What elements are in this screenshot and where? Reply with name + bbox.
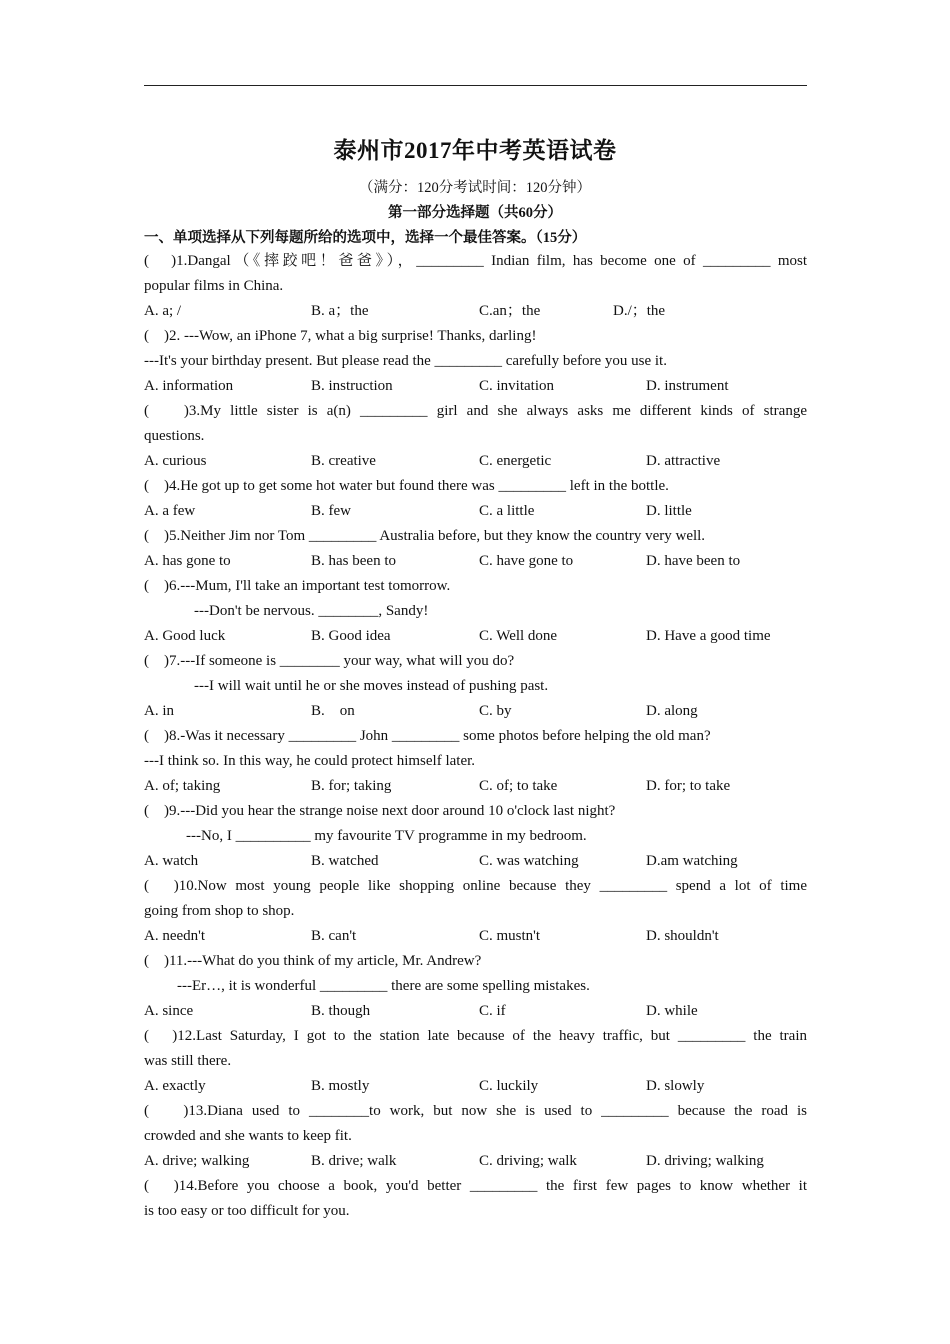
answer-option[interactable]: D. driving; walking [646, 1153, 764, 1169]
answer-option[interactable]: B. a；the [311, 303, 369, 319]
question-stem: ( )14.Before you choose a book, you'd better _________ the first few pages to know whether it [144, 1178, 807, 1194]
answer-options [144, 999, 807, 1024]
answer-option[interactable]: A. curious [144, 453, 207, 469]
page-title: 泰州市2017年中考英语试卷 [333, 138, 617, 163]
answer-option[interactable]: A. in [144, 703, 174, 719]
answer-option[interactable]: C. if [479, 1003, 506, 1019]
answer-option[interactable]: C. a little [479, 503, 535, 519]
question-line: ---No, I __________ my favourite TV programme in my bedroom. [186, 828, 587, 844]
answer-option[interactable]: A. watch [144, 853, 199, 869]
answer-option[interactable]: D.am watching [646, 853, 738, 869]
answer-option[interactable]: A. exactly [144, 1078, 206, 1094]
answer-option[interactable]: D. have been to [646, 553, 741, 569]
question-line: going from shop to shop. [144, 903, 295, 919]
answer-option[interactable]: D. along [646, 703, 698, 719]
answer-option[interactable]: B. for; taking [311, 778, 392, 794]
question-line: questions. [144, 428, 205, 444]
question-stem: ( )8.-Was it necessary _________ John _________ some photos before helping the old man? [144, 728, 711, 744]
answer-options [144, 549, 807, 574]
answer-option[interactable]: C. driving; walk [479, 1153, 577, 1169]
answer-options [144, 499, 807, 524]
answer-option[interactable]: C. have gone to [479, 553, 574, 569]
question-line: is too easy or too difficult for you. [144, 1203, 350, 1219]
answer-option[interactable]: A. a few [144, 503, 196, 519]
answer-options [144, 1149, 807, 1174]
answer-option[interactable]: B. Good idea [311, 628, 391, 644]
question-stem: ( )4.He got up to get some hot water but found there was _________ left in the bottle. [144, 478, 669, 494]
answer-options [144, 374, 807, 399]
answer-option[interactable]: D. Have a good time [646, 628, 771, 644]
answer-options [144, 299, 807, 324]
header-rule [144, 85, 807, 86]
question-line: crowded and she wants to keep fit. [144, 1128, 352, 1144]
exam-info: （满分：120分考试时间：120分钟） [359, 180, 591, 196]
answer-options [144, 1074, 807, 1099]
answer-options [144, 924, 807, 949]
question-stem: ( )11.---What do you think of my article, Mr. Andrew? [144, 953, 482, 969]
question-stem: ( )1.Dangal（《摔跤吧！爸爸》），_________ Indian film, has become one of _________ most [144, 253, 807, 269]
question-stem: ( )2. ---Wow, an iPhone 7, what a big surprise! Thanks, darling! [144, 328, 537, 344]
question-line: popular films in China. [144, 278, 284, 294]
question-stem: ( )7.---If someone is ________ your way, what will you do? [144, 653, 515, 669]
question-stem: ( )9.---Did you hear the strange noise next door around 10 o'clock last night? [144, 803, 616, 819]
answer-option[interactable]: C. mustn't [479, 928, 541, 944]
answer-options [144, 774, 807, 799]
question-stem: ( )6.---Mum, I'll take an important test tomorrow. [144, 578, 451, 594]
question-line: ---I think so. In this way, he could protect himself later. [144, 753, 476, 769]
answer-option[interactable]: B. instruction [311, 378, 393, 394]
answer-option[interactable]: A. needn't [144, 928, 206, 944]
question-line: ---Er…, it is wonderful _________ there are some spelling mistakes. [177, 978, 590, 994]
question-line: was still there. [144, 1053, 232, 1069]
answer-option[interactable]: C. was watching [479, 853, 579, 869]
question-stem: ( )10.Now most young people like shopping online because they _________ spend a lot of time [144, 878, 807, 894]
answer-option[interactable]: B. has been to [311, 553, 396, 569]
answer-options [144, 624, 807, 649]
answer-option[interactable]: C. invitation [479, 378, 554, 394]
answer-option[interactable]: C.an；the [479, 303, 541, 319]
answer-option[interactable]: A. of; taking [144, 778, 221, 794]
section-heading: 一、单项选择从下列每题所给的选项中，选择一个最佳答案。（15分） [144, 230, 587, 246]
answer-option[interactable]: B. though [311, 1003, 371, 1019]
answer-option[interactable]: B. mostly [311, 1078, 370, 1094]
answer-option[interactable]: A. information [144, 378, 234, 394]
question-line: ---I will wait until he or she moves instead of pushing past. [194, 678, 549, 694]
question-line: ---It's your birthday present. But please read the _________ carefully before you use it. [144, 353, 667, 369]
question-line: ---Don't be nervous. ________, Sandy! [194, 603, 429, 619]
answer-option[interactable]: B. watched [311, 853, 379, 869]
answer-option[interactable]: B. can't [311, 928, 357, 944]
answer-option[interactable]: D. little [646, 503, 692, 519]
answer-options [144, 699, 807, 724]
answer-option[interactable]: C. Well done [479, 628, 558, 644]
answer-option[interactable]: A. has gone to [144, 553, 231, 569]
question-stem: ( )5.Neither Jim nor Tom _________ Australia before, but they know the country very well. [144, 528, 706, 544]
answer-option[interactable]: A. drive; walking [144, 1153, 250, 1169]
answer-option[interactable]: D. attractive [646, 453, 721, 469]
answer-option[interactable]: D. slowly [646, 1078, 705, 1094]
question-stem: ( )13.Diana used to ________to work, but now she is used to _________ because the road is [144, 1103, 807, 1119]
answer-option[interactable]: C. of; to take [479, 778, 558, 794]
answer-option[interactable]: A. since [144, 1003, 194, 1019]
part-heading: 第一部分选择题（共60分） [388, 205, 562, 221]
answer-option[interactable]: A. Good luck [144, 628, 226, 644]
answer-option[interactable]: D. instrument [646, 378, 729, 394]
answer-option[interactable]: B. few [311, 503, 351, 519]
question-stem: ( )3.My little sister is a(n) _________ girl and she always asks me different kinds of strange [144, 403, 807, 419]
answer-option[interactable]: C. energetic [479, 453, 552, 469]
answer-option[interactable]: C. luckily [479, 1078, 539, 1094]
answer-option[interactable]: D. for; to take [646, 778, 731, 794]
answer-option[interactable]: D. while [646, 1003, 698, 1019]
answer-option[interactable]: D. shouldn't [646, 928, 719, 944]
answer-option[interactable]: C. by [479, 703, 512, 719]
question-stem: ( )12.Last Saturday, I got to the station late because of the heavy traffic, but _________ the train [144, 1028, 807, 1044]
answer-options [144, 449, 807, 474]
answer-option[interactable]: B. creative [311, 453, 376, 469]
answer-option[interactable]: D./；the [613, 303, 666, 319]
answer-option[interactable]: B. drive; walk [311, 1153, 397, 1169]
answer-options [144, 849, 807, 874]
answer-option[interactable]: A. a; / [144, 303, 182, 319]
answer-option[interactable]: B. on [311, 703, 355, 719]
